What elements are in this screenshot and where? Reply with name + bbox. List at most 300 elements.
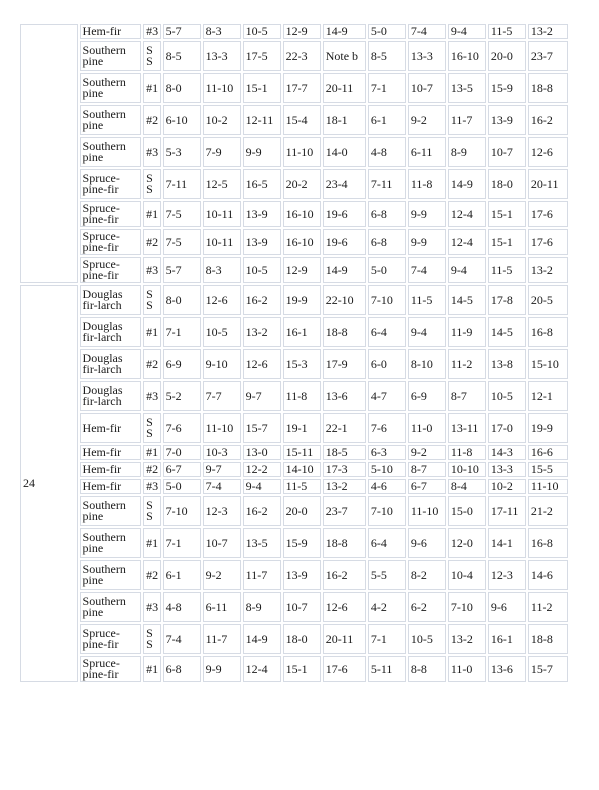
span-cell: 14-5 (488, 317, 526, 347)
grade-cell: #3 (143, 257, 160, 283)
span-cell: 15-1 (243, 73, 281, 103)
span-cell: 16-1 (283, 317, 321, 347)
span-cell: 19-9 (283, 285, 321, 315)
span-cell: 15-7 (528, 656, 568, 682)
span-cell: 11-8 (408, 169, 446, 199)
span-cell: 13-2 (448, 624, 486, 654)
span-cell: 11-0 (448, 656, 486, 682)
span-cell: 19-9 (528, 413, 568, 443)
span-cell: 18-8 (323, 528, 366, 558)
span-cell: 7-1 (368, 624, 406, 654)
span-cell: 16-1 (488, 624, 526, 654)
span-cell: 9-9 (408, 201, 446, 227)
span-cell: 7-5 (163, 229, 201, 255)
span-cell: 6-4 (368, 528, 406, 558)
span-cell: 8-8 (408, 656, 446, 682)
span-cell: 9-4 (448, 24, 486, 39)
span-cell: 10-5 (203, 317, 241, 347)
span-cell: 23-7 (323, 496, 366, 526)
spacing-group-cell: 24 (20, 285, 78, 682)
grade-cell: #1 (143, 201, 160, 227)
span-cell: 11-10 (203, 73, 241, 103)
span-cell: 11-10 (283, 137, 321, 167)
span-cell: 11-2 (448, 349, 486, 379)
span-cell: 9-6 (488, 592, 526, 622)
span-cell: 9-2 (408, 445, 446, 460)
span-cell: 17-9 (323, 349, 366, 379)
span-cell: 14-10 (283, 462, 321, 477)
span-cell: 9-9 (203, 656, 241, 682)
span-cell: 13-6 (488, 656, 526, 682)
span-cell: 14-1 (488, 528, 526, 558)
span-cell: 11-5 (488, 24, 526, 39)
table-body (20, 24, 568, 682)
span-cell: 12-6 (528, 137, 568, 167)
table-row (20, 201, 568, 227)
species-cell: Hem-fir (80, 413, 142, 443)
span-cell: 13-3 (203, 41, 241, 71)
species-cell: Spruce-pine-fir (80, 229, 142, 255)
table-row (20, 257, 568, 283)
species-cell: Hem-fir (80, 462, 142, 477)
species-cell: Hem-fir (80, 24, 142, 39)
span-cell: Note b (323, 41, 366, 71)
table-row (20, 73, 568, 103)
span-cell: 12-0 (448, 528, 486, 558)
span-cell: 6-4 (368, 317, 406, 347)
span-cell: 10-7 (203, 528, 241, 558)
species-cell: Southern pine (80, 560, 142, 590)
span-cell: 8-3 (203, 257, 241, 283)
span-cell: 20-2 (283, 169, 321, 199)
span-cell: 14-6 (528, 560, 568, 590)
span-cell: 14-3 (488, 445, 526, 460)
span-cell: 15-10 (528, 349, 568, 379)
span-cell: 6-7 (163, 462, 201, 477)
species-cell: Spruce-pine-fir (80, 624, 142, 654)
span-cell: 9-4 (243, 479, 281, 494)
span-cell: 7-1 (163, 317, 201, 347)
span-cell: 7-1 (163, 528, 201, 558)
span-cell: 12-6 (243, 349, 281, 379)
grade-cell: #3 (143, 479, 160, 494)
span-cell: 9-9 (408, 229, 446, 255)
span-cell: 10-4 (448, 560, 486, 590)
span-cell: 20-0 (283, 496, 321, 526)
span-cell: 7-10 (163, 496, 201, 526)
span-cell: 21-2 (528, 496, 568, 526)
table-row (20, 349, 568, 379)
table-row (20, 137, 568, 167)
span-cell: 7-10 (368, 496, 406, 526)
species-cell: Southern pine (80, 137, 142, 167)
span-cell: 7-10 (368, 285, 406, 315)
span-cell: 7-11 (163, 169, 201, 199)
span-cell: 18-8 (323, 317, 366, 347)
span-cell: 11-0 (408, 413, 446, 443)
span-cell: 22-10 (323, 285, 366, 315)
span-cell: 4-7 (368, 381, 406, 411)
table-row (20, 413, 568, 443)
span-cell: 17-6 (528, 229, 568, 255)
span-cell: 17-6 (323, 656, 366, 682)
span-cell: 15-1 (488, 229, 526, 255)
span-cell: 6-3 (368, 445, 406, 460)
span-cell: 18-1 (323, 105, 366, 135)
span-cell: 20-11 (323, 73, 366, 103)
span-cell: 17-0 (488, 413, 526, 443)
span-cell: 8-5 (163, 41, 201, 71)
span-cell: 7-4 (408, 257, 446, 283)
span-cell: 15-0 (448, 496, 486, 526)
span-cell: 20-11 (528, 169, 568, 199)
span-cell: 16-8 (528, 528, 568, 558)
species-cell: Southern pine (80, 41, 142, 71)
span-cell: 17-8 (488, 285, 526, 315)
span-cell: 8-4 (448, 479, 486, 494)
span-cell: 7-4 (163, 624, 201, 654)
span-cell: 11-5 (283, 479, 321, 494)
span-cell: 13-0 (243, 445, 281, 460)
span-cell: 11-7 (203, 624, 241, 654)
span-cell: 14-9 (323, 257, 366, 283)
species-cell: Southern pine (80, 73, 142, 103)
span-cell: 10-5 (488, 381, 526, 411)
species-cell: Douglas fir-larch (80, 381, 142, 411)
span-cell: 10-11 (203, 229, 241, 255)
species-cell: Southern pine (80, 528, 142, 558)
span-cell: 9-7 (243, 381, 281, 411)
span-cell: 17-5 (243, 41, 281, 71)
span-cell: 5-5 (368, 560, 406, 590)
span-cell: 13-9 (283, 560, 321, 590)
span-cell: 10-2 (203, 105, 241, 135)
table-row (20, 105, 568, 135)
span-cell: 5-7 (163, 24, 201, 39)
span-cell: 6-11 (408, 137, 446, 167)
span-cell: 7-6 (163, 413, 201, 443)
span-cell: 10-7 (408, 73, 446, 103)
species-cell: Spruce-pine-fir (80, 169, 142, 199)
span-cell: 20-5 (528, 285, 568, 315)
species-cell: Douglas fir-larch (80, 349, 142, 379)
span-cell: 11-7 (448, 105, 486, 135)
span-cell: 10-7 (283, 592, 321, 622)
table-row (20, 445, 568, 460)
span-cell: 14-9 (448, 169, 486, 199)
span-cell: 15-5 (528, 462, 568, 477)
span-cell: 13-5 (243, 528, 281, 558)
span-cell: 11-10 (528, 479, 568, 494)
span-cell: 11-9 (448, 317, 486, 347)
span-cell: 11-2 (528, 592, 568, 622)
span-cell: 12-1 (528, 381, 568, 411)
grade-cell: S S (143, 624, 160, 654)
span-cell: 7-9 (203, 137, 241, 167)
span-cell: 10-5 (243, 257, 281, 283)
span-cell: 10-2 (488, 479, 526, 494)
span-cell: 10-5 (408, 624, 446, 654)
span-cell: 15-11 (283, 445, 321, 460)
span-cell: 11-5 (488, 257, 526, 283)
span-cell: 8-0 (163, 285, 201, 315)
span-cell: 15-1 (283, 656, 321, 682)
species-cell: Southern pine (80, 592, 142, 622)
span-cell: 15-9 (283, 528, 321, 558)
span-cell: 13-6 (323, 381, 366, 411)
span-cell: 17-6 (528, 201, 568, 227)
span-cell: 15-9 (488, 73, 526, 103)
grade-cell: S S (143, 41, 160, 71)
span-cell: 18-5 (323, 445, 366, 460)
span-cell: 10-3 (203, 445, 241, 460)
table-row (20, 24, 568, 39)
span-cell: 7-0 (163, 445, 201, 460)
span-cell: 6-8 (368, 201, 406, 227)
span-cell: 5-0 (163, 479, 201, 494)
grade-cell: #1 (143, 317, 160, 347)
span-cell: 13-9 (243, 229, 281, 255)
span-cell: 8-7 (408, 462, 446, 477)
species-cell: Spruce-pine-fir (80, 656, 142, 682)
span-cell: 4-8 (368, 137, 406, 167)
grade-cell: #2 (143, 105, 160, 135)
span-cell: 8-9 (243, 592, 281, 622)
span-cell: 12-5 (203, 169, 241, 199)
span-cell: 22-3 (283, 41, 321, 71)
span-cell: 6-8 (368, 229, 406, 255)
span-cell: 13-2 (243, 317, 281, 347)
span-cell: 7-4 (203, 479, 241, 494)
span-cell: 15-7 (243, 413, 281, 443)
span-cell: 12-11 (243, 105, 281, 135)
span-cell: 19-6 (323, 229, 366, 255)
species-cell: Southern pine (80, 105, 142, 135)
grade-cell: #3 (143, 592, 160, 622)
span-cell: 10-5 (243, 24, 281, 39)
document-page (18, 22, 570, 684)
span-cell: 18-0 (488, 169, 526, 199)
grade-cell: #3 (143, 24, 160, 39)
span-cell: 13-2 (528, 257, 568, 283)
species-cell: Spruce-pine-fir (80, 201, 142, 227)
span-cell: 14-5 (448, 285, 486, 315)
table-row (20, 229, 568, 255)
span-cell: 17-3 (323, 462, 366, 477)
table-row (20, 496, 568, 526)
span-cell: 10-11 (203, 201, 241, 227)
table-row (20, 592, 568, 622)
table-row (20, 624, 568, 654)
span-cell: 7-1 (368, 73, 406, 103)
span-cell: 12-2 (243, 462, 281, 477)
grade-cell: #1 (143, 445, 160, 460)
span-cell: 15-4 (283, 105, 321, 135)
span-cell: 12-4 (243, 656, 281, 682)
span-cell: 9-4 (448, 257, 486, 283)
span-cell: 12-4 (448, 229, 486, 255)
span-cell: 6-1 (368, 105, 406, 135)
span-cell: 12-9 (283, 257, 321, 283)
span-cell: 5-7 (163, 257, 201, 283)
span-cell: 12-3 (203, 496, 241, 526)
span-cell: 13-3 (488, 462, 526, 477)
table-row (20, 528, 568, 558)
table-row (20, 285, 568, 315)
span-cell: 11-10 (408, 496, 446, 526)
table-row (20, 317, 568, 347)
species-cell: Douglas fir-larch (80, 317, 142, 347)
span-cell: 14-9 (243, 624, 281, 654)
span-cell: 15-3 (283, 349, 321, 379)
species-cell: Hem-fir (80, 479, 142, 494)
span-cell: 4-2 (368, 592, 406, 622)
span-cell: 7-10 (448, 592, 486, 622)
span-cell: 6-1 (163, 560, 201, 590)
span-cell: 8-10 (408, 349, 446, 379)
span-cell: 17-7 (283, 73, 321, 103)
span-cell: 14-9 (323, 24, 366, 39)
table-row (20, 462, 568, 477)
span-cell: 12-6 (203, 285, 241, 315)
rafter-span-table (18, 22, 570, 684)
grade-cell: #2 (143, 349, 160, 379)
span-cell: 7-7 (203, 381, 241, 411)
span-cell: 6-10 (163, 105, 201, 135)
span-cell: 16-8 (528, 317, 568, 347)
span-cell: 22-1 (323, 413, 366, 443)
span-cell: 12-6 (323, 592, 366, 622)
span-cell: 16-2 (528, 105, 568, 135)
grade-cell: #1 (143, 656, 160, 682)
span-cell: 11-7 (243, 560, 281, 590)
span-cell: 18-8 (528, 73, 568, 103)
span-cell: 20-11 (323, 624, 366, 654)
species-cell: Hem-fir (80, 445, 142, 460)
span-cell: 9-2 (408, 105, 446, 135)
span-cell: 14-0 (323, 137, 366, 167)
span-cell: 19-6 (323, 201, 366, 227)
span-cell: 6-7 (408, 479, 446, 494)
span-cell: 16-2 (243, 285, 281, 315)
span-cell: 5-10 (368, 462, 406, 477)
span-cell: 7-4 (408, 24, 446, 39)
span-cell: 10-7 (488, 137, 526, 167)
grade-cell: S S (143, 413, 160, 443)
span-cell: 23-4 (323, 169, 366, 199)
span-cell: 13-2 (323, 479, 366, 494)
grade-cell: S S (143, 285, 160, 315)
table-row (20, 169, 568, 199)
span-cell: 13-2 (528, 24, 568, 39)
span-cell: 16-6 (528, 445, 568, 460)
span-cell: 9-9 (243, 137, 281, 167)
span-cell: 13-3 (408, 41, 446, 71)
table-row (20, 656, 568, 682)
span-cell: 6-9 (408, 381, 446, 411)
span-cell: 10-10 (448, 462, 486, 477)
span-cell: 8-0 (163, 73, 201, 103)
table-row (20, 381, 568, 411)
span-cell: 4-8 (163, 592, 201, 622)
span-cell: 23-7 (528, 41, 568, 71)
span-cell: 5-0 (368, 257, 406, 283)
span-cell: 5-11 (368, 656, 406, 682)
span-cell: 12-4 (448, 201, 486, 227)
span-cell: 20-0 (488, 41, 526, 71)
span-cell: 18-0 (283, 624, 321, 654)
span-cell: 9-4 (408, 317, 446, 347)
species-cell: Southern pine (80, 496, 142, 526)
spacing-group-cell (20, 24, 78, 283)
species-cell: Douglas fir-larch (80, 285, 142, 315)
span-cell: 9-6 (408, 528, 446, 558)
span-cell: 8-9 (448, 137, 486, 167)
span-cell: 16-10 (448, 41, 486, 71)
span-cell: 9-10 (203, 349, 241, 379)
span-cell: 13-9 (243, 201, 281, 227)
span-cell: 13-9 (488, 105, 526, 135)
table-row (20, 41, 568, 71)
span-cell: 4-6 (368, 479, 406, 494)
span-cell: 11-8 (283, 381, 321, 411)
span-cell: 16-10 (283, 201, 321, 227)
span-cell: 6-8 (163, 656, 201, 682)
span-cell: 17-11 (488, 496, 526, 526)
span-cell: 5-3 (163, 137, 201, 167)
grade-cell: #3 (143, 381, 160, 411)
grade-cell: #1 (143, 528, 160, 558)
span-cell: 18-8 (528, 624, 568, 654)
grade-cell: #2 (143, 560, 160, 590)
span-cell: 19-1 (283, 413, 321, 443)
span-cell: 12-3 (488, 560, 526, 590)
span-cell: 6-0 (368, 349, 406, 379)
span-cell: 7-6 (368, 413, 406, 443)
span-cell: 8-2 (408, 560, 446, 590)
grade-cell: S S (143, 496, 160, 526)
table-row (20, 479, 568, 494)
species-cell: Spruce-pine-fir (80, 257, 142, 283)
span-cell: 7-11 (368, 169, 406, 199)
span-cell: 7-5 (163, 201, 201, 227)
grade-cell: #2 (143, 462, 160, 477)
span-cell: 9-2 (203, 560, 241, 590)
span-cell: 11-10 (203, 413, 241, 443)
span-cell: 5-0 (368, 24, 406, 39)
span-cell: 16-2 (323, 560, 366, 590)
table-row (20, 560, 568, 590)
span-cell: 6-2 (408, 592, 446, 622)
span-cell: 16-2 (243, 496, 281, 526)
span-cell: 11-5 (408, 285, 446, 315)
span-cell: 6-9 (163, 349, 201, 379)
span-cell: 16-5 (243, 169, 281, 199)
span-cell: 5-2 (163, 381, 201, 411)
grade-cell: #3 (143, 137, 160, 167)
span-cell: 16-10 (283, 229, 321, 255)
grade-cell: S S (143, 169, 160, 199)
span-cell: 13-11 (448, 413, 486, 443)
span-cell: 11-8 (448, 445, 486, 460)
span-cell: 6-11 (203, 592, 241, 622)
span-cell: 15-1 (488, 201, 526, 227)
span-cell: 12-9 (283, 24, 321, 39)
span-cell: 8-3 (203, 24, 241, 39)
span-cell: 13-5 (448, 73, 486, 103)
grade-cell: #2 (143, 229, 160, 255)
span-cell: 9-7 (203, 462, 241, 477)
